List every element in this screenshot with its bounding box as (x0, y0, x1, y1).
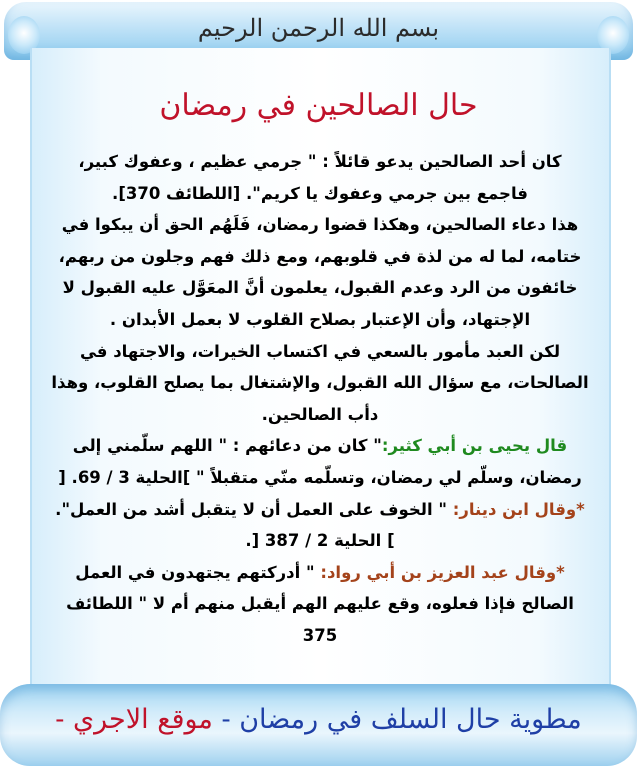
article-body (50, 146, 590, 652)
body-line: خائفون من الرد وعدم القبول، يعلمون أنَّ المعَوَّل عليه القبول لا (62, 278, 578, 298)
quote-line: ] الحلية 2 / 387 [. (245, 531, 395, 551)
body-line: الإجتهاد، وأن الإعتبار بصلاح القلوب لا بعمل الأبدان . (109, 309, 531, 329)
body-line: الصالحات، مع سؤال الله القبول، والإشتغال بما يصلح القلوب، وهذا (51, 373, 589, 393)
footer-separator: - (212, 704, 240, 735)
body-line: هذا دعاء الصالحين، وهكذا قضوا رمضان، فَلَهُم الحق أن يبكوا في (61, 215, 579, 235)
quote-line (50, 430, 590, 462)
quote-text: " أدركتهم يجتهدون في العمل (75, 562, 321, 582)
quote-line (50, 557, 590, 589)
footer-site: موقع الاجري - (55, 704, 213, 735)
quote-text: " الخوف على العمل أن لا يتقبل أشد من العمل". (55, 499, 453, 519)
quote-text: " كان من دعائهم : " اللهم سلّمني إلى (72, 436, 382, 456)
body-line: دأب الصالحين. (261, 404, 379, 424)
quote-line (50, 494, 590, 526)
body-line: فاجمع بين جرمي وعفوك يا كريم". [اللطائف 370]. (112, 183, 528, 203)
scroll-bottom-roll (0, 684, 637, 766)
quote-speaker: *وقال عبد العزيز بن أبي رواد: (320, 562, 565, 582)
page-title: حال الصالحين في رمضان (159, 88, 478, 123)
quote-line: رمضان، وسلّم لي رمضان، وتسلّمه منّي متقبلاً " ]الحلية 3 / 69. [ (58, 467, 582, 487)
basmala-calligraphy: بسم الله الرحمن الرحيم (197, 14, 440, 42)
body-line: لكن العبد مأمور بالسعي في اكتساب الخيرات، والاجتهاد في (79, 341, 561, 361)
quote-line: الصالح فإذا فعلوه، وقع عليهم الهم أيقبل منهم أم لا " اللطائف 375 (66, 594, 574, 645)
quote-speaker: قال يحيى بن أبي كثير: (381, 436, 568, 456)
body-line: كان أحد الصالحين يدعو قائلاً : " جرمي عظيم ، وعفوك كبير، (78, 152, 562, 171)
body-line: ختامه، لما له من لذة في قلوبهم، ومع ذلك فهم وجلون من ربهم، (58, 246, 582, 266)
quote-speaker: *وقال ابن دينار: (452, 499, 585, 519)
footer-title: مطوية حال السلف في رمضان (239, 704, 582, 735)
footer-banner (0, 704, 637, 735)
